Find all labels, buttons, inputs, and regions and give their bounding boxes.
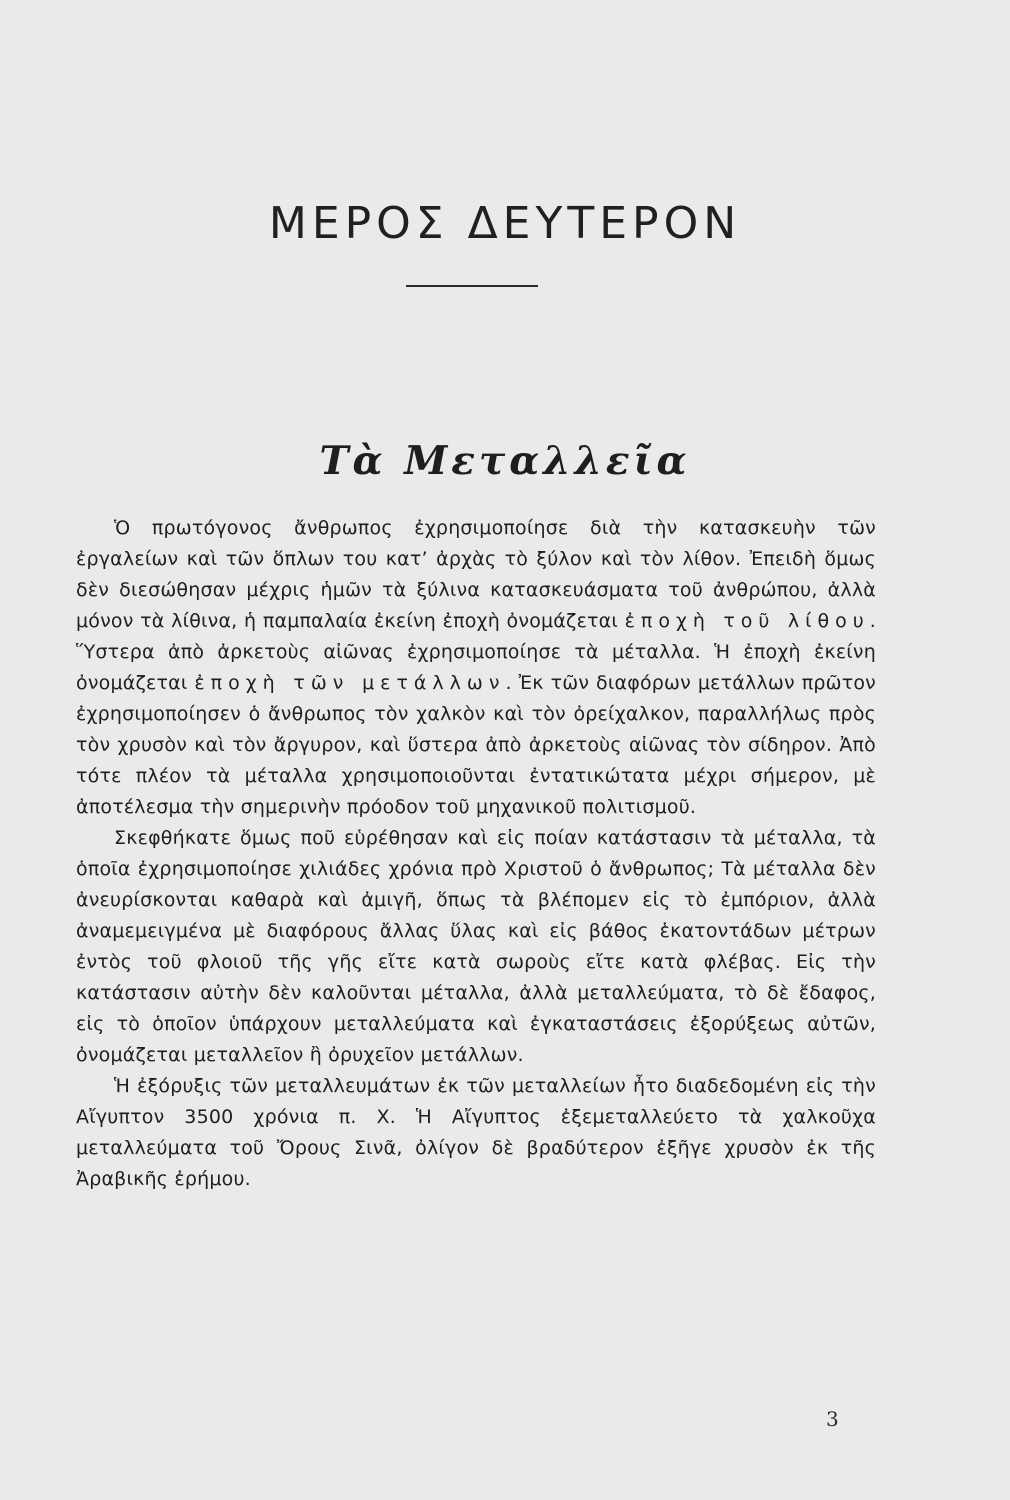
paragraph-1 xyxy=(76,513,876,823)
spaced-term: ἐποχὴ τῶν μετάλλων xyxy=(194,672,506,694)
paragraph-text: . Ἐκ τῶν διαφόρων μετάλλων πρῶτον ἐχρησιμοποίησεν ὁ ἄνθρωπος τὸν χαλκὸν καὶ τὸν ὀρείχαλκον, παραλλήλως πρὸς τὸν χρυσὸν καὶ τὸν ἄργυρον, καὶ ὕστερα ἀπὸ ἀρκετοὺς αἰῶνας τὸν σίδηρον. Ἀπὸ τότε πλέον τὰ μέταλλα χρησιμοποιοῦνται ἐντατικώτατα μέχρι σήμερον, μὲ ἀποτέλεσμα τὴν σημερινὴν πρόοδον τοῦ μηχανικοῦ πολιτισμοῦ. xyxy=(76,672,876,818)
paragraph-text: Ἡ ἐξόρυξις τῶν μεταλλευμάτων ἐκ τῶν μεταλλείων ἦτο διαδεδομένη εἰς τὴν Αἴγυπτον 3500 χρόνια π. Χ. Ἡ Αἴγυπτος ἐξεμεταλλεύετο τὰ χαλκοῦχα μεταλλεύματα τοῦ Ὄρους Σινᾶ, ὀλίγον δὲ βραδύτερον ἐξῆγε χρυσὸν ἐκ τῆς Ἀραβικῆς ἐρήμου. xyxy=(76,1075,876,1190)
spaced-term: ἐποχὴ τοῦ λίθου xyxy=(624,610,870,632)
page-number: 3 xyxy=(826,1407,839,1431)
paragraph-text: . Ὕστερα ἀπὸ ἀρκετοὺς αἰῶνας ἐχρησιμοποίησε τὰ μέταλλα. Ἡ ἐποχὴ ἐκείνη ὀνομάζεται xyxy=(76,610,876,694)
part-title: ΜΕΡΟΣ ΔΕΥΤΕΡΟΝ xyxy=(268,198,742,249)
title-divider xyxy=(406,285,538,287)
body-text xyxy=(76,513,876,1195)
paragraph-3 xyxy=(76,1071,876,1195)
paragraph-text: Σκεφθήκατε ὅμως ποῦ εὑρέθησαν καὶ εἰς ποίαν κατάστασιν τὰ μέταλλα, τὰ ὁποῖα ἐχρησιμοποίησε χιλιάδες χρόνια πρὸ Χριστοῦ ὁ ἄνθρωπος; Τὰ μέταλλα δὲν ἀνευρίσκονται καθαρὰ καὶ ἀμιγῆ, ὅπως τὰ βλέπομεν εἰς τὸ ἐμπόριον, ἀλλὰ ἀναμεμειγμένα μὲ διαφόρους ἄλλας ὕλας καὶ εἰς βάθος ἑκατοντάδων μέτρων ἐντὸς τοῦ φλοιοῦ τῆς γῆς εἴτε κατὰ σωροὺς εἴτε κατὰ φλέβας. Εἰς τὴν κατάστασιν αὐτὴν δὲν καλοῦνται μέταλλα, ἀλλὰ μεταλλεύματα, τὸ δὲ ἔδαφος, εἰς τὸ ὁποῖον ὑπάρχουν μεταλλεύματα καὶ ἐγκαταστάσεις ἐξορύξεως αὐτῶν, ὀνομάζεται μεταλλεῖον ἢ ὀρυχεῖον μετάλλων. xyxy=(76,827,876,1066)
paragraph-2 xyxy=(76,823,876,1071)
paragraph-text: Ὁ πρωτόγονος ἄνθρωπος ἐχρησιμοποίησε διὰ τὴν κατασκευὴν τῶν ἐργαλείων καὶ τῶν ὅπλων του κατ’ ἀρχὰς τὸ ξύλον καὶ τὸν λίθον. Ἐπειδὴ ὅμως δὲν διεσώθησαν μέχρις ἡμῶν τὰ ξύλινα κατασκευάσματα τοῦ ἀνθρώπου, ἀλλὰ μόνον τὰ λίθινα, ἡ παμπαλαία ἐκείνη ἐποχὴ ὀνομάζεται xyxy=(76,517,876,632)
chapter-title: Τὰ Μεταλλεῖα xyxy=(319,438,691,484)
